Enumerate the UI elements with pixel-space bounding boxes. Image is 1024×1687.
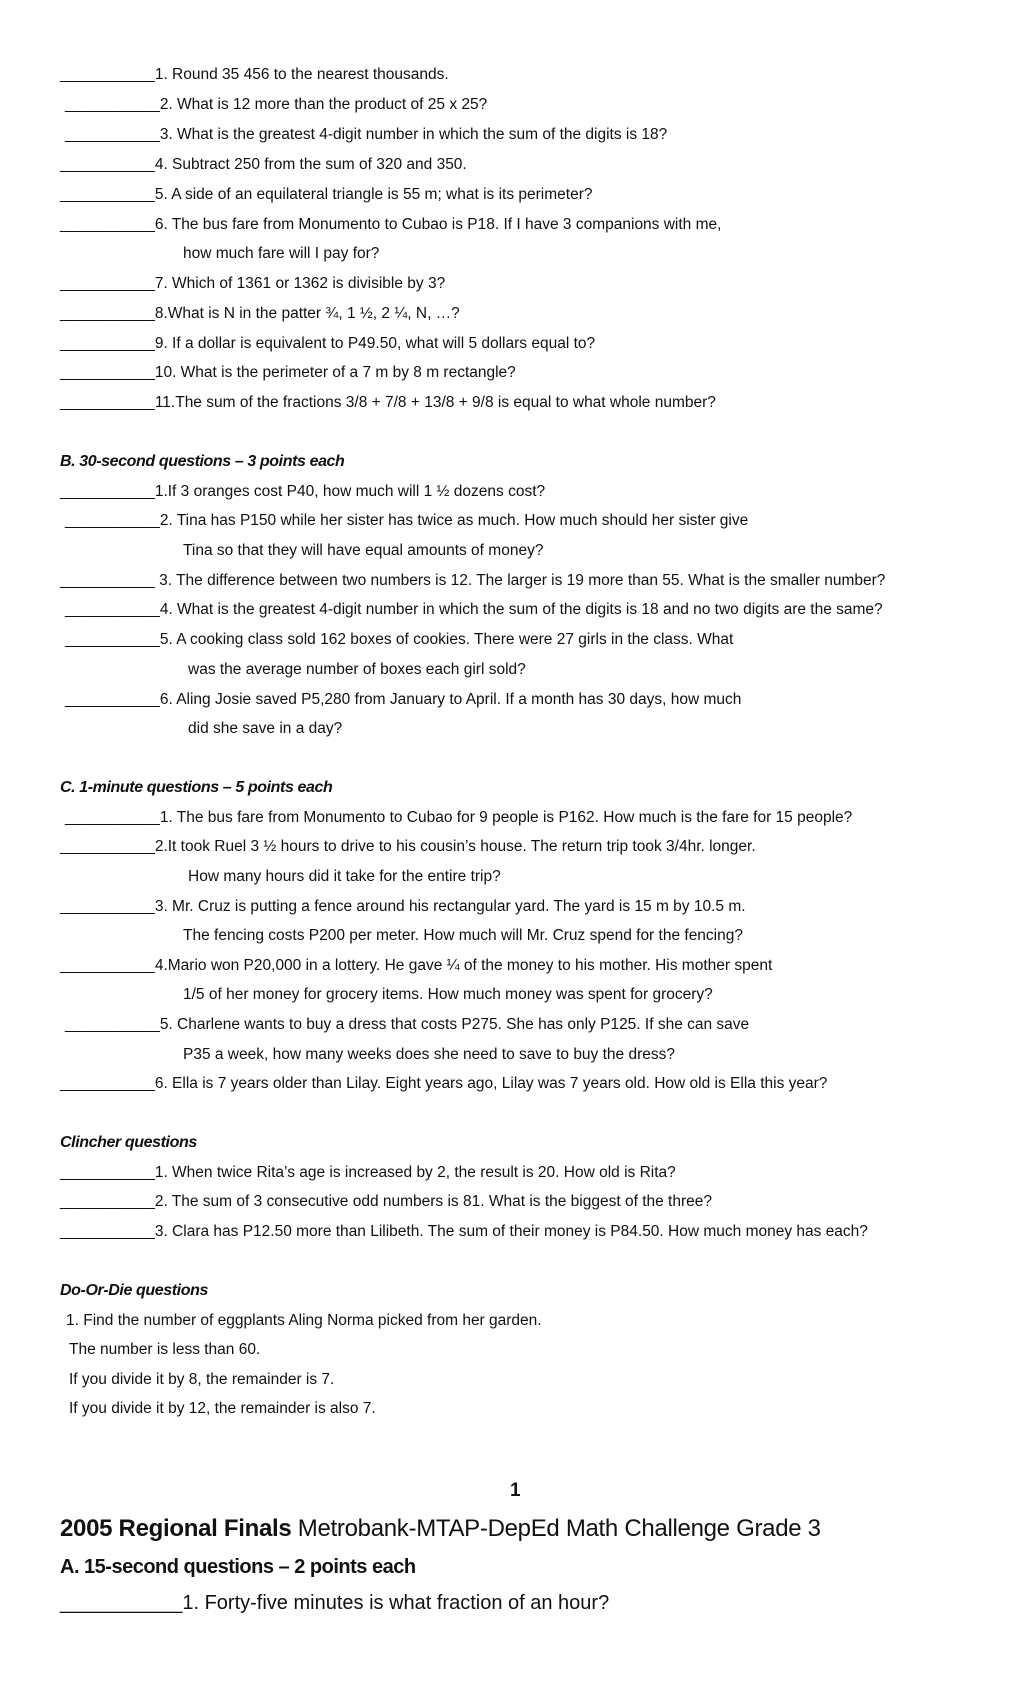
section-a-item-6: ___________6. The bus fare from Monumento to Cubao is P18. If I have 3 companions with me,	[60, 216, 722, 233]
section-a-item-6-cont: how much fare will I pay for?	[183, 245, 380, 262]
section-b-item-6-cont: did she save in a day?	[188, 720, 343, 737]
section-b-item-1: ___________1.If 3 oranges cost P40, how much will 1 ½ dozens cost?	[60, 483, 546, 500]
section-b-heading: B. 30-second questions – 3 points each	[60, 453, 345, 470]
next-page-title	[60, 1514, 821, 1544]
next-page-item-1: ___________1. Forty-five minutes is what fraction of an hour?	[60, 1592, 610, 1614]
section-c-item-6: ___________6. Ella is 7 years older than Lilay. Eight years ago, Lilay was 7 years old. How old is Ella this year?	[60, 1075, 828, 1092]
section-b-item-2: ___________2. Tina has P150 while her sister has twice as much. How much should her sister give	[65, 512, 749, 529]
clincher-heading: Clincher questions	[60, 1134, 197, 1151]
section-c-item-2: ___________2.It took Ruel 3 ½ hours to drive to his cousin’s house. The return trip took 3/4hr. longer.	[60, 838, 756, 855]
section-b-item-5-cont: was the average number of boxes each girl sold?	[188, 661, 526, 678]
section-a-item-1: ___________1. Round 35 456 to the nearest thousands.	[60, 66, 449, 83]
clincher-item-3: ___________3. Clara has P12.50 more than Lilibeth. The sum of their money is P84.50. How much money has each?	[60, 1223, 868, 1240]
section-c-heading: C. 1-minute questions – 5 points each	[60, 779, 333, 796]
do-or-die-line-2: The number is less than 60.	[69, 1341, 261, 1358]
section-a-item-11: ___________11.The sum of the fractions 3/8 + 7/8 + 13/8 + 9/8 is equal to what whole number?	[60, 394, 716, 411]
section-c-item-4-cont: 1/5 of her money for grocery items. How much money was spent for grocery?	[183, 986, 713, 1003]
section-a-item-9: ___________9. If a dollar is equivalent to P49.50, what will 5 dollars equal to?	[60, 335, 596, 352]
section-b-item-2-cont: Tina so that they will have equal amounts of money?	[183, 542, 544, 559]
section-a-item-2: ___________2. What is 12 more than the product of 25 x 25?	[65, 96, 488, 113]
page-number: 1	[510, 1480, 521, 1501]
section-c-item-5: ___________5. Charlene wants to buy a dress that costs P275. She has only P125. If she can save	[65, 1016, 750, 1033]
section-a-item-7: ___________7. Which of 1361 or 1362 is divisible by 3?	[60, 275, 446, 292]
section-b-item-3: ___________ 3. The difference between two numbers is 12. The larger is 19 more than 55. What is the smaller number?	[60, 572, 886, 589]
do-or-die-heading: Do-Or-Die questions	[60, 1282, 208, 1299]
clincher-item-2: ___________2. The sum of 3 consecutive odd numbers is 81. What is the biggest of the three?	[60, 1193, 712, 1210]
section-c-item-3: ___________3. Mr. Cruz is putting a fence around his rectangular yard. The yard is 15 m by 10.5 m.	[60, 898, 746, 915]
section-c-item-2-cont: How many hours did it take for the entire trip?	[188, 868, 501, 885]
section-a-item-4: ___________4. Subtract 250 from the sum of 320 and 350.	[60, 156, 467, 173]
section-a-item-10: ___________10. What is the perimeter of a 7 m by 8 m rectangle?	[60, 364, 516, 381]
section-b-item-6: ___________6. Aling Josie saved P5,280 from January to April. If a month has 30 days, how much	[65, 691, 742, 708]
section-b-item-4: ___________4. What is the greatest 4-digit number in which the sum of the digits is 18 and no two digits are the same?	[65, 601, 883, 618]
section-a-item-3: ___________3. What is the greatest 4-digit number in which the sum of the digits is 18?	[65, 126, 668, 143]
do-or-die-item-1: 1. Find the number of eggplants Aling Norma picked from her garden.	[66, 1312, 542, 1329]
clincher-item-1: ___________1. When twice Rita’s age is increased by 2, the result is 20. How old is Rita?	[60, 1164, 676, 1181]
do-or-die-line-4: If you divide it by 12, the remainder is also 7.	[69, 1400, 376, 1417]
next-page-section-a-heading: A. 15-second questions – 2 points each	[60, 1556, 416, 1578]
do-or-die-line-3: If you divide it by 8, the remainder is 7.	[69, 1371, 335, 1388]
section-b-item-5: ___________5. A cooking class sold 162 boxes of cookies. There were 27 girls in the class. What	[65, 631, 734, 648]
next-page-title-bold: 2005 Regional Finals	[60, 1515, 292, 1542]
section-a-item-8: ___________8.What is N in the patter ¾, 1 ½, 2 ¼, N, …?	[60, 305, 460, 322]
next-page-title-rest: Metrobank-MTAP-DepEd Math Challenge Grade 3	[291, 1515, 821, 1542]
section-c-item-5-cont: P35 a week, how many weeks does she need to save to buy the dress?	[183, 1046, 675, 1063]
section-c-item-4: ___________4.Mario won P20,000 in a lottery. He gave ¼ of the money to his mother. His mother spent	[60, 957, 773, 974]
section-c-item-3-cont: The fencing costs P200 per meter. How much will Mr. Cruz spend for the fencing?	[183, 927, 743, 944]
section-a-item-5: ___________5. A side of an equilateral triangle is 55 m; what is its perimeter?	[60, 186, 593, 203]
section-c-item-1: ___________1. The bus fare from Monumento to Cubao for 9 people is P162. How much is the fare for 15 people?	[65, 809, 853, 826]
